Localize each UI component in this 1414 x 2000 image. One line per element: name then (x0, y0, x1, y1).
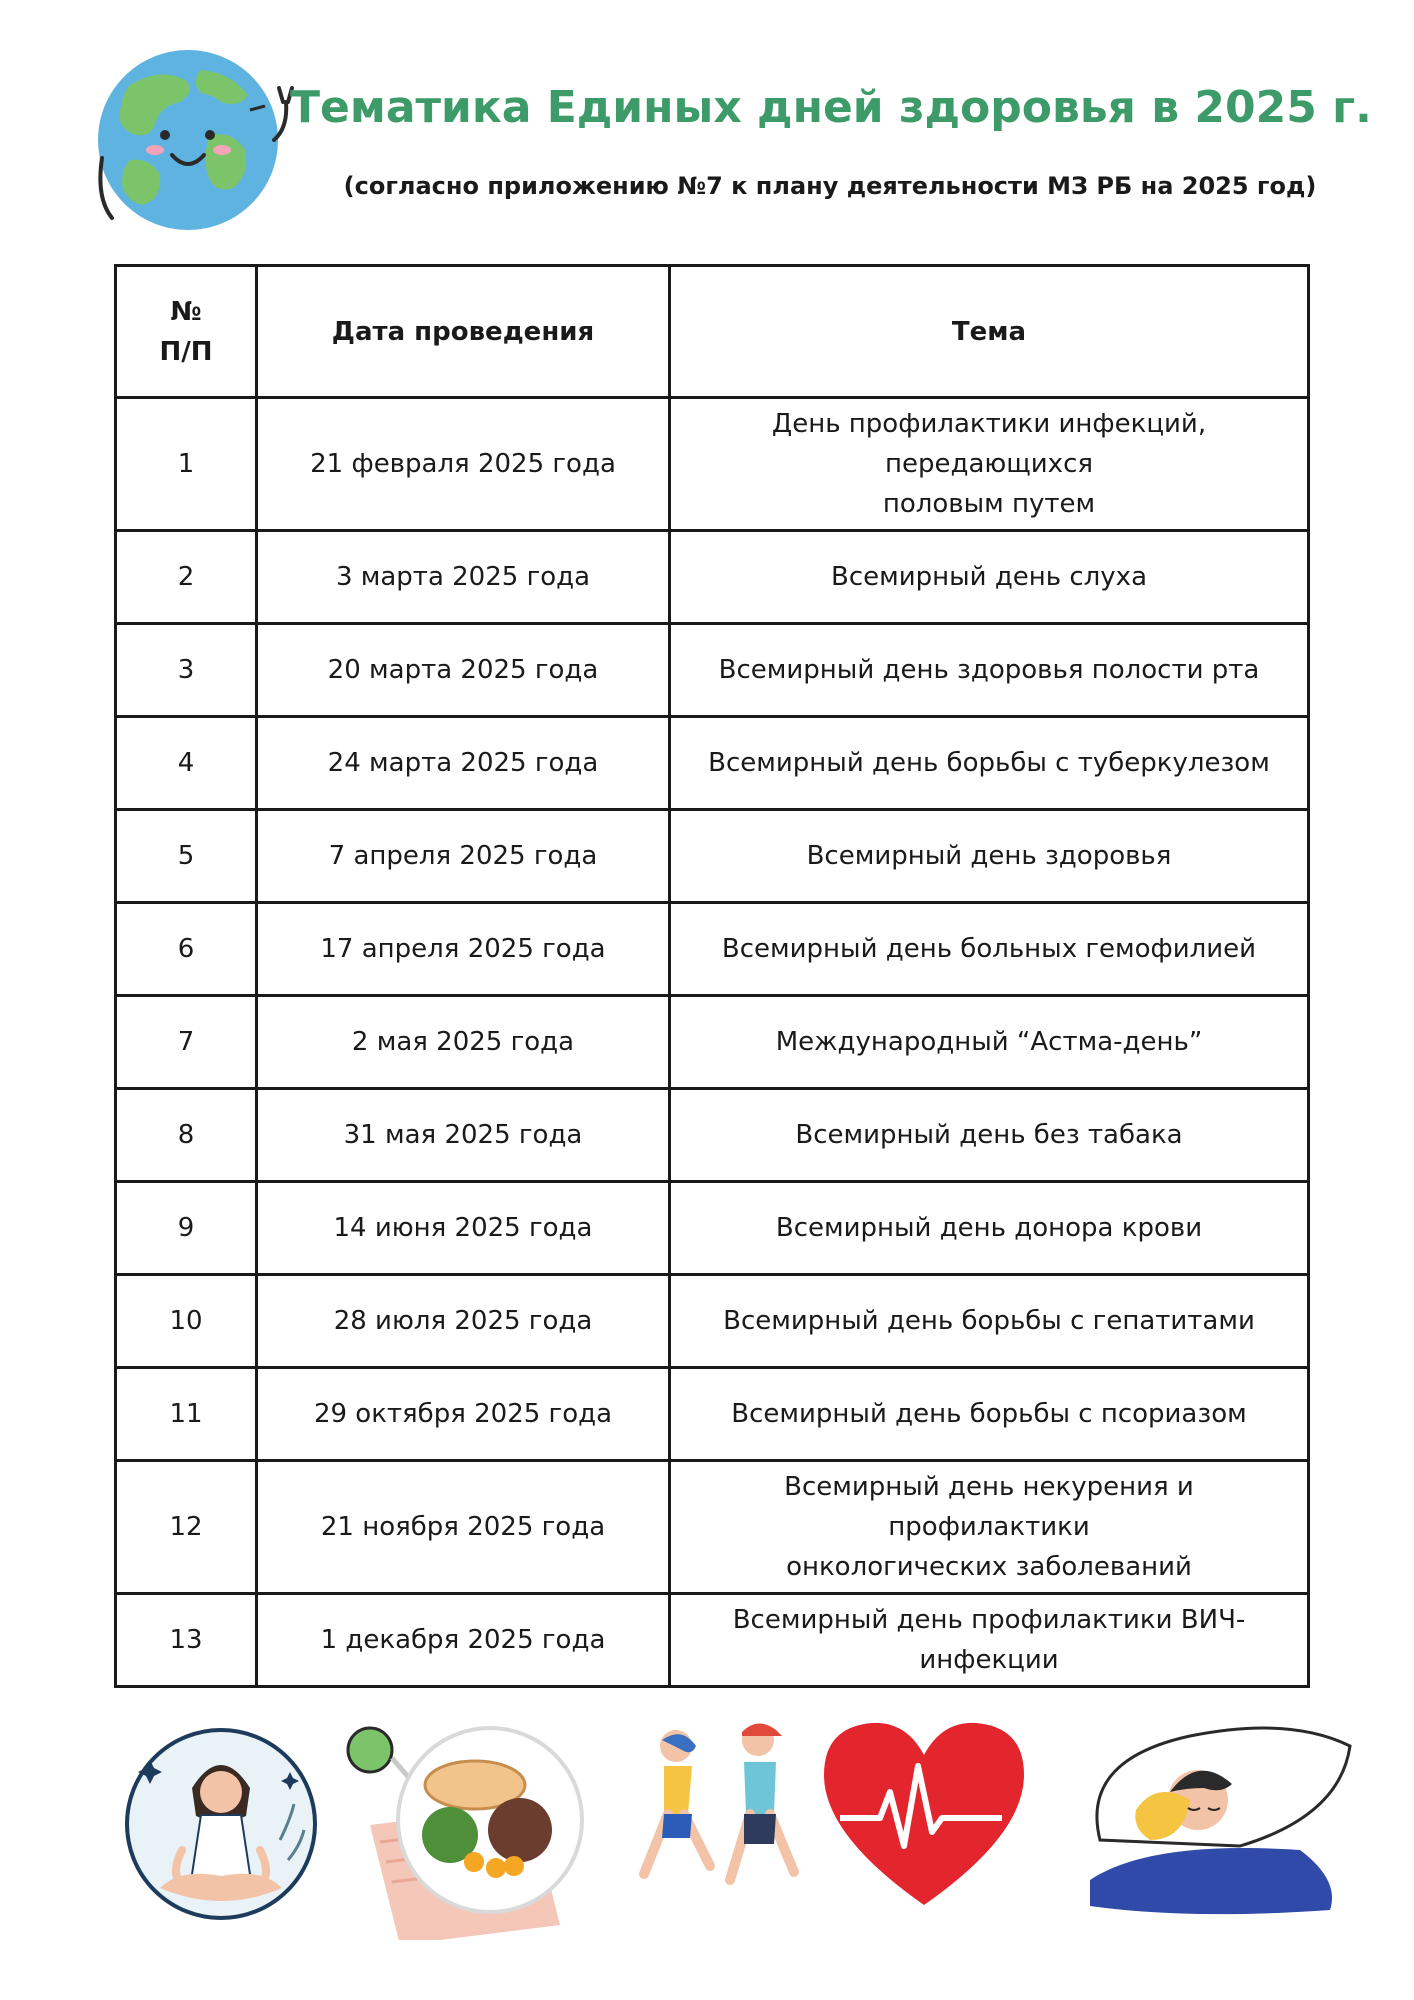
table-row (116, 1182, 1309, 1275)
row-date: 14 июня 2025 года (257, 1182, 670, 1275)
heartbeat-icon (824, 1723, 1024, 1905)
row-date: 2 мая 2025 года (257, 996, 670, 1089)
row-topic: Всемирный день здоровья (670, 810, 1309, 903)
row-date: 21 февраля 2025 года (257, 398, 670, 531)
row-date: 31 мая 2025 года (257, 1089, 670, 1182)
table-row (116, 810, 1309, 903)
sleeping-person-icon (1090, 1728, 1350, 1914)
header-topic: Тема (670, 266, 1309, 398)
row-number: 7 (116, 996, 257, 1089)
row-topic (670, 398, 1309, 531)
footer-illustrations (0, 1700, 1414, 1940)
row-number: 4 (116, 717, 257, 810)
table-row (116, 531, 1309, 624)
row-topic: Всемирный день профилактики ВИЧ-инфекции (670, 1594, 1309, 1687)
page-title: Тематика Единых дней здоровья в 2025 г. (290, 82, 1372, 133)
row-number: 3 (116, 624, 257, 717)
health-days-table (114, 264, 1310, 1688)
row-number: 5 (116, 810, 257, 903)
row-topic: Всемирный день без табака (670, 1089, 1309, 1182)
header-number (116, 266, 257, 398)
row-number: 9 (116, 1182, 257, 1275)
row-date: 7 апреля 2025 года (257, 810, 670, 903)
row-topic-line1: Всемирный день некурения и профилактики (784, 1472, 1194, 1542)
table-row (116, 1089, 1309, 1182)
healthy-plate-icon (348, 1728, 582, 1940)
row-date: 1 декабря 2025 года (257, 1594, 670, 1687)
table-row (116, 717, 1309, 810)
row-date: 24 марта 2025 года (257, 717, 670, 810)
header-number-line2: П/П (159, 336, 213, 367)
page-subtitle: (согласно приложению №7 к плану деятельности МЗ РБ на 2025 год) (343, 172, 1317, 200)
row-number: 8 (116, 1089, 257, 1182)
smiling-globe-icon (60, 40, 300, 240)
row-number: 12 (116, 1461, 257, 1594)
row-topic: Всемирный день здоровья полости рта (670, 624, 1309, 717)
header-number-line1: № (170, 296, 202, 327)
table-header-row (116, 266, 1309, 398)
row-date: 3 марта 2025 года (257, 531, 670, 624)
row-topic: Международный “Астма-день” (670, 996, 1309, 1089)
row-number: 13 (116, 1594, 257, 1687)
row-topic: Всемирный день борьбы с гепатитами (670, 1275, 1309, 1368)
table-row (116, 1461, 1309, 1594)
row-topic (670, 1461, 1309, 1594)
table-row (116, 1368, 1309, 1461)
header-date: Дата проведения (257, 266, 670, 398)
row-number: 10 (116, 1275, 257, 1368)
table-row (116, 1275, 1309, 1368)
table-row (116, 903, 1309, 996)
row-topic-line2: онкологических заболеваний (786, 1552, 1192, 1582)
row-date: 17 апреля 2025 года (257, 903, 670, 996)
row-number: 11 (116, 1368, 257, 1461)
table-row (116, 1594, 1309, 1687)
row-number: 6 (116, 903, 257, 996)
table-row (116, 624, 1309, 717)
table-row (116, 398, 1309, 531)
row-topic-line2: половым путем (882, 489, 1096, 519)
row-topic: Всемирный день борьбы с туберкулезом (670, 717, 1309, 810)
row-date: 28 июля 2025 года (257, 1275, 670, 1368)
table-row (116, 996, 1309, 1089)
row-number: 1 (116, 398, 257, 531)
row-date: 21 ноября 2025 года (257, 1461, 670, 1594)
row-topic: Всемирный день слуха (670, 531, 1309, 624)
meditation-icon (127, 1730, 315, 1918)
row-date: 20 марта 2025 года (257, 624, 670, 717)
row-topic: Всемирный день борьбы с псориазом (670, 1368, 1309, 1461)
runners-icon (644, 1723, 794, 1880)
row-topic: Всемирный день больных гемофилией (670, 903, 1309, 996)
row-number: 2 (116, 531, 257, 624)
row-topic-line1: День профилактики инфекций, передающихся (771, 409, 1207, 479)
row-topic: Всемирный день донора крови (670, 1182, 1309, 1275)
row-date: 29 октября 2025 года (257, 1368, 670, 1461)
